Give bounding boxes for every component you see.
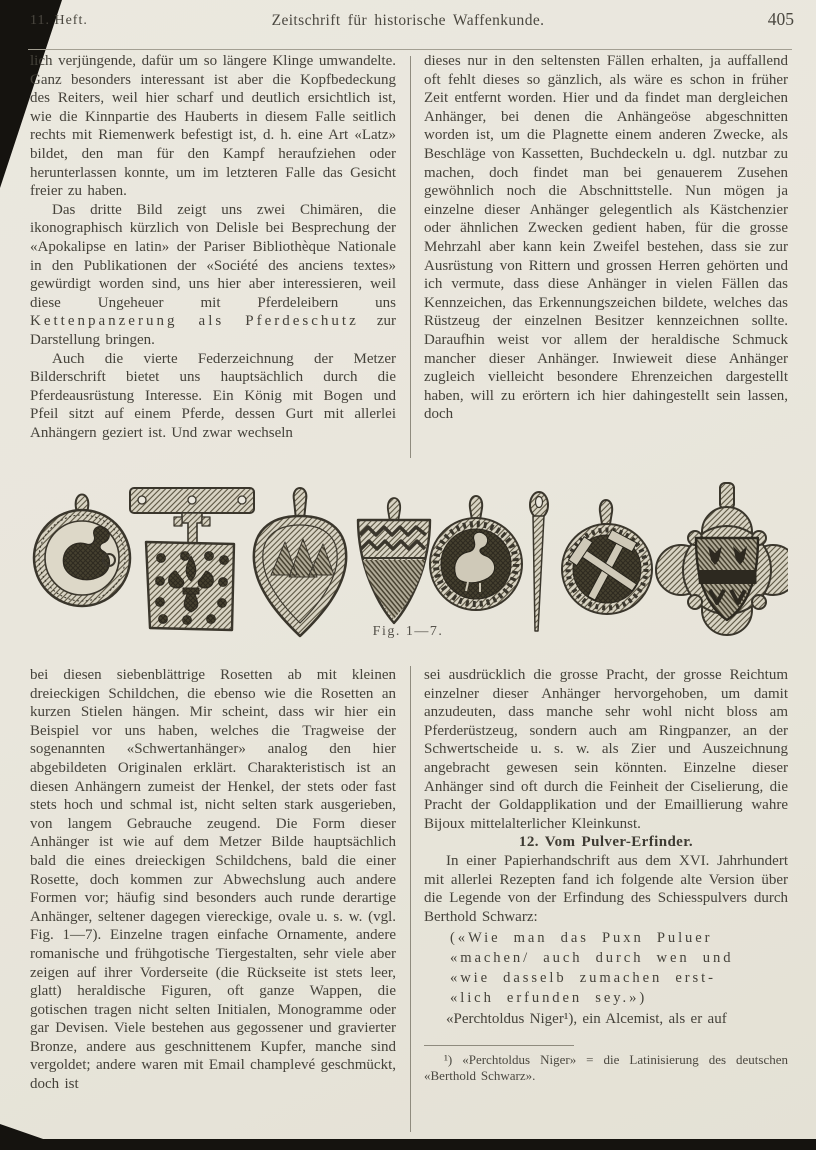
pendant-bird-medallion	[430, 496, 522, 610]
right-column-bottom	[424, 666, 788, 1085]
pendant-heart-shield	[254, 488, 346, 636]
column-divider-bottom	[410, 666, 411, 1132]
pendant-crossed-tools-medallion	[562, 500, 652, 614]
scan-edge-bottom-left	[0, 1124, 46, 1140]
paragraph	[30, 201, 396, 350]
quote-line: «machen/ auch durch wen und	[450, 950, 734, 967]
section-heading: 12. Vom Pulver-Erfinder.	[518, 834, 694, 851]
paragraph-text: zur Darstellung bringen.	[30, 313, 396, 348]
issue-label: 11. Heft.	[30, 13, 88, 28]
pendant-zigzag-shield	[358, 498, 430, 623]
paragraph-continuation: sei ausdrücklich die grosse Pracht, der grosse Reichtum einzelner dieser Anhänger hervorgehoben, um damit anzudeuten, dass manche sehr wohl nicht bloss am Pferderüstzeug, sondern auch am Ringpanzer, an der Schwertscheide u. s. w. als Zier und Auszeichnung angebracht gewesen sein könnten. Einzelne dieser Anhänger sind oft durch die Feinheit der Ciselierung, die Pracht der Goldapplikation und der Emaillierung wahre Bijoux mittelalterlicher Kleinkunst.	[424, 667, 788, 832]
quote-line: («Wie man das Puxn Puluer	[450, 930, 713, 947]
paragraph-text: Das dritte Bild zeigt uns zwei Chimären, die ikonographisch kürzlich von Delisle bei Besprechung der «Apokalipse en latin» der Pariser Bibliothèque Nationale in den Publikationen der «Société des anciens textes» gewürdigt worden sind, uns hier aber interessieren, weil diese Ungeheuer mit Pferdeleibern uns	[30, 201, 396, 311]
footnote-text: ¹) «Perchtoldus Niger» = die Latinisierung des deutschen «Berthold Schwarz».	[424, 1051, 788, 1084]
pendant-swan-roundel	[34, 495, 130, 607]
column-divider-top	[410, 56, 411, 458]
journal-title: Zeitschrift für historische Waffenkunde.	[271, 12, 545, 29]
footnote-rule	[424, 1045, 574, 1046]
paragraph: Auch die vierte Federzeichnung der Metzer Bilderschrift bietet uns hauptsächlich durch die Pferdeausrüstung Interesse. Ein König mit Bogen und Pfeil sitzt auf einem Pferde, dessen Gurt mit allerlei Anhängern geziert ist. Und zwar wechseln	[30, 350, 396, 441]
page-number: 405	[767, 9, 794, 29]
footnote-block	[424, 1045, 788, 1085]
letter-spaced-emphasis: Kettenpanzerung als Pferdeschutz	[30, 313, 359, 330]
header-rule	[28, 49, 792, 50]
pendant-square-plaque-fleur-de-lis	[130, 488, 254, 630]
paragraph: In einer Papierhandschrift aus dem XVI. Jahrhundert mit allerlei Rezepten fand ich folgende alte Version über die Legende von der Erfindung des Schiesspulvers durch Berthold Schwarz:	[424, 852, 788, 925]
paragraph: «Perchtoldus Niger¹), ein Alcemist, als er auf	[446, 1011, 727, 1028]
quote-block	[450, 928, 788, 1008]
right-column-top	[424, 52, 788, 424]
pendant-quatrefoil-shield	[656, 483, 788, 635]
figure-caption: Fig. 1—7.	[372, 624, 444, 639]
paragraph-continuation: bei diesen siebenblättrige Rosetten ab mit kleinen dreieckigen Schildchen, die ebenso wie die Rosetten an kurzen Stielen hängen. Mir scheint, dass wir hier ein Beispiel vor uns haben, welches die Tragweise der sogenannten «Schwertanhänger» analog den hier abgebildeten Originalen erklärt. Charakteristisch ist an diesen Anhängern zumeist der Henkel, der stets oder fast stets hoch und schmal ist, nicht selten stark ausgerieben, von langem Gebrauche zeugend. Die Form dieser Anhänger ist wie auf dem Metzer Bilde hauptsächlich bald die eines dreieckigen Schildchens, bald die einer Rosette, doch kommen zur Abwechslung auch andere Formen vor; häufig sind besonders auch runde derartige Anhänger, seltener dagegen viereckige, ovale u. s. w. (vgl. Fig. 1—7). Einzelne tragen einfache Ornamente, andere romanische und frühgotische Tiergestalten, sehr viele aber zeigen auf ihrer Vorderseite (die Rückseite ist stets leer, glatt) heraldische Figuren, oft ganze Wappen, die gotischen tragen nicht selten Initialen, Monogramme oder gar Devisen. Viele bestehen aus gegossener und gravierter Bronze, andere aus geschnittenem Kupfer, manche sind vergoldet; andere waren mit Email champlevé geschmückt, doch ist	[30, 667, 396, 1093]
pendants-engraving	[28, 478, 788, 638]
left-column-bottom	[30, 666, 396, 1094]
paragraph-continuation: lich verjüngende, dafür um so längere Klinge umwandelte. Ganz besonders interessant ist aber die Kopfbedeckung des Reiters, weil hier scharf und deutlich ersichtlich ist, wie die Kinnpartie des Hauberts in diesem Falle seitlich rechts mit Riemenwerk befestigt ist, d. h. eine Art «Latz» bildet, den man für den Kampf heraufziehen oder herunterlassen konnte, um im letzteren Falle das Gesicht freier zu haben.	[30, 53, 396, 200]
paragraph-continuation: dieses nur in den seltensten Fällen erhalten, ja auffallend oft fehlt dieses so gänzlich, als wäre es schon in früher Zeit entfernt worden. Hier und da findet man dergleichen Anhänger, bei denen die Anhängeöse abgeschnitten worden ist, um die Plagnette einem anderen Zwecke, als Beschläge von Kassetten, Buchdeckeln u. dgl. nutzbar zu machen, doch findet man bei genauerem Zusehen gewöhnlich noch die Abschnittstelle. Nun mögen ja einzelne dieser Anhänger gelegentlich als Kästchenzier oder ähnlichen Zwecken gedient haben, für die grosse Mehrzahl aber kann kein Zweifel bestehen, dass sie zur Ausrüstung von Rittern und grossen Herren gehörten und ich vermute, dass diese Anhänger in vielen Fällen das Kennzeichen, das Erkennungszeichen bildete, welches das Rüstzeug der einzelnen Besitzer kennzeichnen sollte. Daraufhin weist vor allem der heraldische Schmuck mancher dieser Anhänger. Inwieweit diese Anhänger zugleich vielleicht besondere Ehrenzeichen dargestellt haben, will zu erörtern ich hier dahingestellt sein lassen, doch	[424, 53, 788, 423]
scan-edge-bottom	[0, 1139, 816, 1150]
left-column-top	[30, 52, 396, 442]
quote-line: «wie dasselb zumachen erst-	[450, 970, 716, 987]
quote-line: «lich erfunden sey.»)	[450, 990, 648, 1007]
suspension-pin	[530, 492, 548, 631]
